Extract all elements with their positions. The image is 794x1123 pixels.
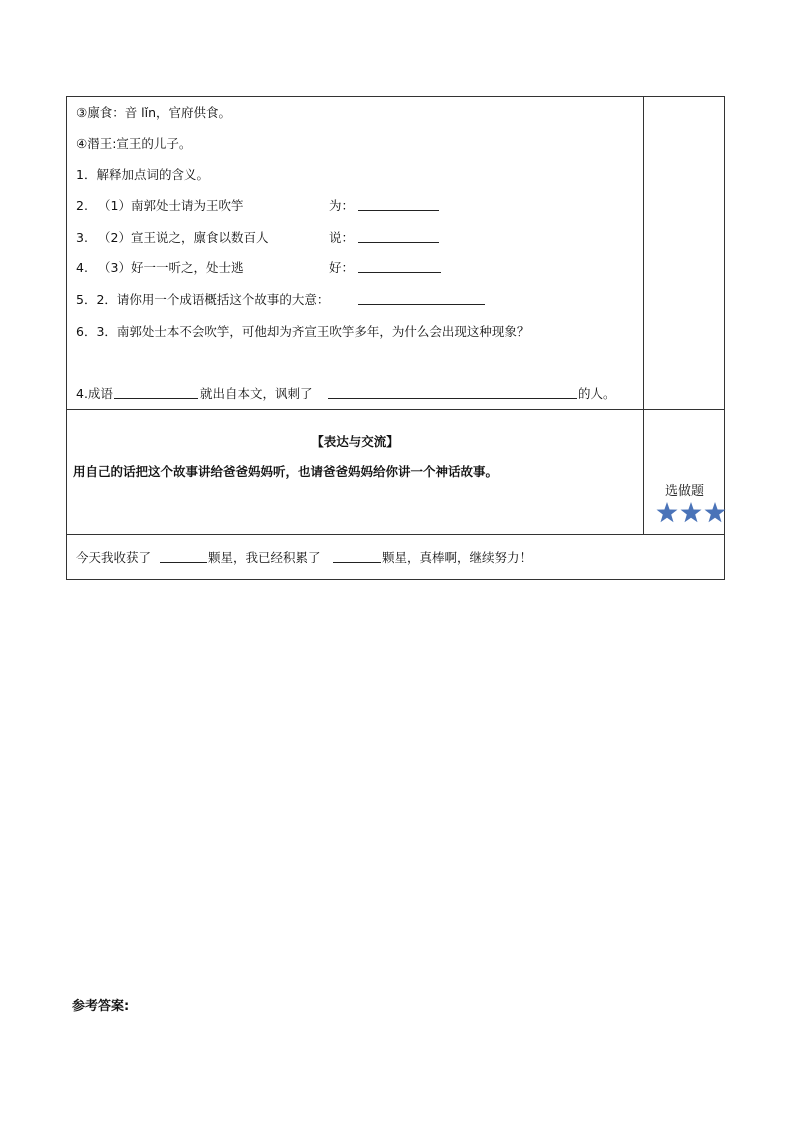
item-number: 3. <box>76 230 88 245</box>
question-6: 6．3．南郭处士本不会吹竽，可他却为齐宣王吹竽多年，为什么会出现这种现象？ <box>76 324 530 339</box>
question-7-part3: 的人。 <box>578 386 616 401</box>
item-number: 2. <box>76 198 88 213</box>
question-7-part1: 4.成语 <box>76 386 113 401</box>
answer-blank[interactable] <box>358 198 439 211</box>
item-word: 说： <box>329 230 355 245</box>
star-icon <box>657 502 678 522</box>
answer-blank[interactable] <box>358 260 441 273</box>
express-heading: 【表达与交流】 <box>311 434 399 449</box>
worksheet-table <box>66 96 725 580</box>
star-icon <box>681 502 702 522</box>
item-word: 好： <box>329 260 355 275</box>
idiom-blank[interactable] <box>114 386 198 399</box>
row-divider-1 <box>67 409 724 410</box>
note-4: ④湣王:宣王的儿子。 <box>76 136 192 151</box>
item-sentence: （3）好一一听之，处士逃 <box>98 260 244 275</box>
star-icon <box>705 502 726 522</box>
item-word: 为： <box>329 198 355 213</box>
star-rating <box>656 502 726 524</box>
summary-part2: 颗星，我已经积累了 <box>208 550 321 565</box>
optional-label: 选做题 <box>664 484 704 499</box>
answer-key-title: 参考答案: <box>72 999 130 1014</box>
today-stars-blank[interactable] <box>160 550 207 563</box>
idiom-summary-blank[interactable] <box>358 292 485 305</box>
total-stars-blank[interactable] <box>333 550 381 563</box>
question-5-text: 5．2．请你用一个成语概括这个故事的大意： <box>76 292 330 307</box>
item-sentence: （1）南郭处士请为王吹竽 <box>98 198 244 213</box>
summary-part1: 今天我收获了 <box>76 550 152 565</box>
row-divider-2 <box>67 534 724 535</box>
note-3: ③廪食：音 lǐn，官府供食。 <box>76 105 232 120</box>
column-divider <box>643 97 644 534</box>
express-task: 用自己的话把这个故事讲给爸爸妈妈听，也请爸爸妈妈给你讲一个神话故事。 <box>73 464 499 479</box>
summary-part3: 颗星，真棒啊，继续努力！ <box>382 550 533 565</box>
item-sentence: （2）宣王说之，廪食以数百人 <box>98 230 269 245</box>
answer-blank[interactable] <box>358 230 439 243</box>
question-7-part2: 就出自本文，讽刺了 <box>200 386 313 401</box>
question-1: 1．解释加点词的含义。 <box>76 167 209 182</box>
satire-blank[interactable] <box>328 386 577 399</box>
item-number: 4. <box>76 260 88 275</box>
